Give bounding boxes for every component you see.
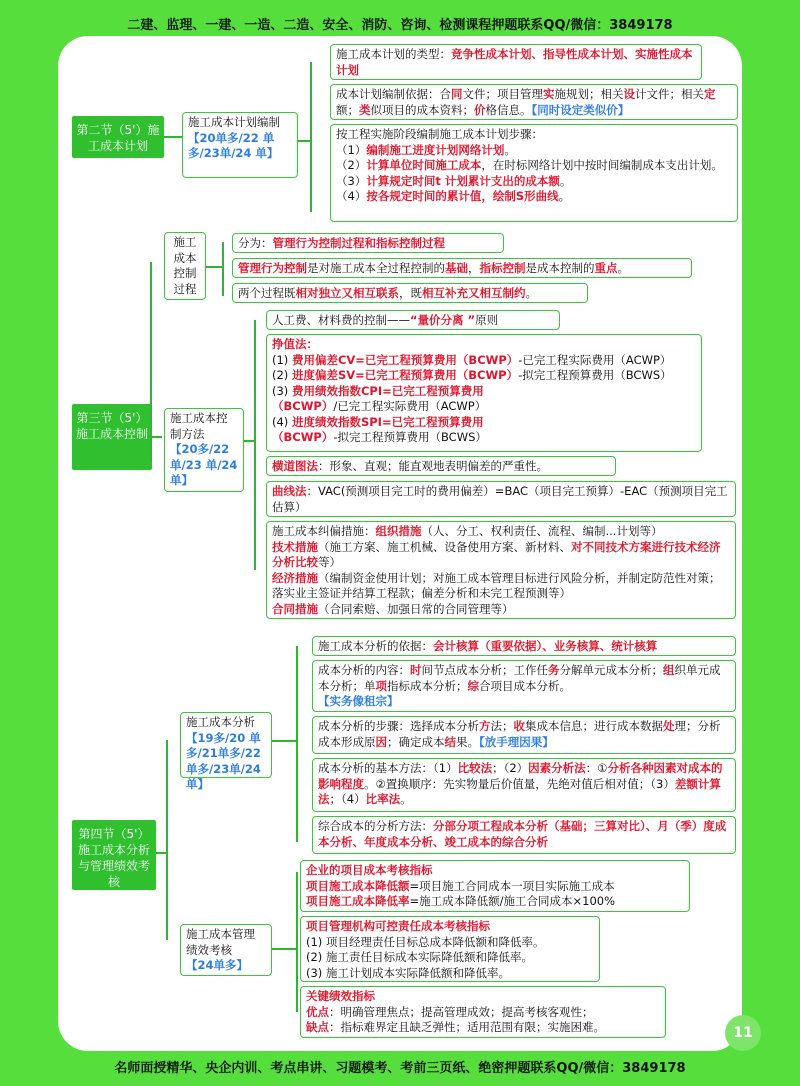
- text: 综: [467, 678, 479, 693]
- connector: [156, 852, 166, 854]
- text: 施工成本分析的依据：: [318, 639, 433, 653]
- text: 编制施工进度计划网络计划: [366, 142, 505, 157]
- text: (1) 项目经理责任目标总成本降低额和降低率。: [306, 934, 545, 949]
- text: 施工成本纠偏措施：: [272, 524, 376, 538]
- text: ，: [468, 261, 480, 275]
- text: =施工成本降低额/施工合同成本×100%: [409, 894, 616, 908]
- text: 经济措施: [272, 570, 318, 585]
- text: 会计核算（重要依据）、业务核算、统计核算: [433, 639, 658, 653]
- s3-earned-value: [266, 334, 702, 452]
- text: 计文件；相关: [635, 87, 704, 101]
- section-4-title: 第四节（5'）施工成本分析与管理绩效考核: [72, 820, 156, 890]
- text: ：明确管理焦点；提高管理成效；提高考核客观性；: [329, 1004, 594, 1019]
- text: 项目施工成本降低额: [306, 878, 410, 893]
- text: 似项目的成本资料；: [370, 102, 474, 117]
- text: 法；: [490, 719, 514, 733]
- text: 格信息。: [485, 102, 532, 117]
- text: 横道图法: [272, 459, 318, 473]
- text: ；（2）: [492, 761, 529, 775]
- text: 类: [359, 102, 371, 117]
- text: 实: [543, 87, 555, 101]
- text: 关键绩效指标: [306, 989, 375, 1003]
- text: 组: [663, 663, 675, 677]
- s4-analysis-topic: [180, 712, 272, 791]
- text: ：形象、直观；能直观地表明偏差的严重性。: [318, 459, 548, 473]
- indicator: [306, 879, 684, 895]
- connector: [298, 140, 310, 142]
- ev-item: [272, 353, 696, 369]
- text: (2): [272, 368, 289, 382]
- text: 综合成本的分析方法：: [318, 819, 433, 833]
- text: 指标成本分析；: [387, 678, 468, 693]
- text: “量价分离 ”: [410, 313, 476, 327]
- text: ；（4）: [329, 792, 366, 806]
- text: 进度绩效指数SPI=已完工程预算费用（BCWP）: [272, 414, 484, 444]
- s2-types-label: 施工成本计划的类型：: [336, 47, 451, 61]
- s4-enterprise-indicators: [300, 860, 690, 912]
- s4-analysis-composite: [312, 816, 736, 854]
- s3-process-topic: 施工成本控制过程: [164, 232, 206, 300]
- text: 织单元成本分析；单: [318, 663, 721, 693]
- text: 计算规定时间t 计划累计支出的成本额: [366, 173, 560, 188]
- text: 比较法: [457, 761, 493, 775]
- text: /已完工程实际费用（ACWP）: [333, 399, 487, 413]
- s4-analysis-steps: [312, 716, 736, 754]
- fix-item: [272, 524, 730, 540]
- s3-process-1: [232, 233, 504, 253]
- text: 文件；项目管理: [462, 87, 543, 101]
- text: (3): [272, 383, 289, 398]
- text: 费用绩效指数CPI=已完工程预算费用（BCWP）: [272, 383, 484, 413]
- footer-banner: 名师面授精华、央企内训、考点串讲、习题模考、考前三页纸、绝密押题联系QQ/微信：3849178: [114, 1061, 686, 1076]
- text: 技术措施: [272, 539, 318, 554]
- text: 相互补充又相互制约: [422, 286, 526, 300]
- text: 成本分析的内容：: [318, 663, 410, 677]
- connector: [152, 436, 162, 438]
- text: 因: [375, 734, 387, 749]
- text: （施工方案、施工机械、设备使用方案、新材料、: [318, 539, 571, 554]
- text: (3) 施工计划成本实际降低额和降低率。: [306, 965, 510, 980]
- text: 分为：: [238, 236, 273, 250]
- text: 施规划；相关: [554, 87, 624, 101]
- text: 。: [559, 173, 572, 188]
- text: 人工费、材料费的控制——: [272, 313, 410, 327]
- text: -拟完工程预算费用（BCWS）: [333, 430, 487, 444]
- text: 基础: [445, 261, 468, 275]
- indicator: [306, 894, 684, 910]
- text: (4): [272, 414, 289, 429]
- text: 。: [400, 792, 412, 806]
- s4-org-indicators: [300, 916, 600, 982]
- text: 费用偏差CV=已完工程预算费用（BCWP）: [291, 352, 519, 367]
- s2-steps-title: 按工程实施阶段编制施工成本计划步骤：: [336, 127, 543, 141]
- ev-item: [272, 384, 696, 415]
- text: 优点: [306, 1004, 329, 1019]
- connector: [164, 136, 182, 138]
- connector: [244, 440, 254, 442]
- text: 定: [704, 87, 716, 101]
- text: 原则: [475, 313, 499, 327]
- text: 管理行为控制: [238, 261, 307, 275]
- text: 分部分项工程成本分析（基础；三算对比）、月（季）度成本分析、年度成本分析、竣工成本的综合分析: [318, 819, 727, 849]
- text: 是对施工成本全过程控制的: [307, 261, 445, 275]
- text: 【放手理因果】: [479, 734, 554, 749]
- text: 收: [513, 719, 525, 733]
- s4-analysis-content: [312, 660, 736, 712]
- s3-method-1: [266, 310, 560, 330]
- text: （合同索赔、加强日常的合同管理等）: [318, 601, 514, 616]
- text: 施工成本管理绩效考核: [186, 927, 255, 957]
- text: 项目施工成本降低率: [306, 894, 410, 908]
- text: 果。: [456, 734, 479, 749]
- text: 指标控制: [479, 261, 526, 275]
- connector: [254, 320, 256, 570]
- text: 成本分析的步骤：选择成本分析: [318, 719, 479, 733]
- text: 。: [525, 286, 537, 300]
- text: 两个过程既: [238, 286, 296, 300]
- section-3-title: 第三节（5'）施工成本控制: [72, 404, 152, 470]
- text: 合项目成本分析。: [479, 678, 571, 693]
- text: 间节点成本分析；工作任: [421, 663, 548, 677]
- text: 【19多/20 单多/21单多/22 单多/23单/24 单】: [186, 730, 261, 791]
- connector: [150, 262, 152, 462]
- text: 相对独立又相互联系: [295, 286, 399, 300]
- s3-process-3: [232, 283, 588, 303]
- text: 【实务像租宗】: [318, 694, 399, 708]
- text: 成本计划编制依据：合: [336, 87, 451, 101]
- text: 额；: [336, 102, 359, 117]
- connector: [272, 740, 296, 742]
- kpi-item: [306, 1020, 660, 1036]
- text: （编制资金使用计划；对施工成本管理目标进行风险分析，并制定防范性对策；落实业主签证并结算工程款；偏差分析和未完工程预测等）: [272, 570, 721, 600]
- text: （2）: [336, 158, 367, 172]
- text: 项: [375, 678, 387, 693]
- text: 务: [548, 663, 560, 677]
- s2-types-value: 竞争性成本计划、指导性成本计划、实施性成本计划: [336, 47, 693, 77]
- text: -拟完工程预算费用（BCWS）: [518, 368, 672, 382]
- text: ：①: [585, 761, 608, 775]
- text: 。②置换顺序：先实物量后价值量，先绝对值后相对值；（3）: [364, 776, 675, 791]
- s4-analysis-methods: [312, 758, 736, 812]
- text: 理；分析成本形成原: [318, 719, 721, 749]
- text: -已完工程实际费用（ACWP）: [518, 352, 672, 367]
- text: 差额计算法: [318, 776, 721, 806]
- text: ，既: [399, 286, 422, 300]
- fix-item: [272, 571, 730, 602]
- text: 方: [479, 719, 491, 733]
- s2-types: [330, 44, 702, 80]
- s2-basis-tag: 【同时设定类似价】: [531, 102, 630, 117]
- text: 成本分析的基本方法：（1）: [318, 761, 458, 775]
- fix-item: [272, 540, 730, 571]
- s2-topic-tag: 【20单多/22 单多/23单/24 单】: [188, 130, 279, 160]
- text: 按各规定时间的累计值，绘制S形曲线: [366, 189, 559, 203]
- s2-basis: [330, 84, 738, 120]
- connector: [206, 266, 222, 268]
- text: =项目施工合同成本一项目实际施工成本: [409, 878, 615, 893]
- text: 缺点: [306, 1020, 329, 1034]
- text: 【20多/22单/23 单/24单】: [170, 442, 238, 487]
- text: 处: [663, 719, 675, 733]
- s2-topic: [182, 112, 298, 178]
- s2-step: [336, 189, 732, 205]
- text: 集成本信息；进行成本数据: [525, 719, 663, 733]
- text: 时: [410, 663, 422, 677]
- connector: [222, 242, 224, 296]
- page-number: 11: [725, 1015, 761, 1051]
- text: 因素分析法: [528, 761, 586, 775]
- text: 结: [444, 734, 456, 749]
- s3-process-2: [232, 258, 692, 278]
- text: 分析各种因素对成本的影响程度: [318, 761, 723, 791]
- s3-curve-method: [266, 481, 736, 517]
- text: 对不同技术方案进行技术经济分析比较: [272, 539, 721, 569]
- text: 施工成本控制方法: [170, 411, 228, 441]
- text: 。: [504, 142, 516, 157]
- text: 设: [623, 87, 635, 101]
- text: ：VAC(预测项目完工时的费用偏差）=BAC（项目完工预算）-EAC（预测项目完工估算）: [272, 484, 728, 514]
- s2-steps: [330, 124, 738, 222]
- s3-corrective: [266, 521, 736, 619]
- text: 价: [474, 102, 486, 117]
- s3-bar-method: [266, 456, 616, 476]
- s4-kpi: [300, 986, 666, 1038]
- text: ：指标难界定且缺乏弹性；适用范围有限；实施困难。: [329, 1020, 605, 1034]
- fix-item: [272, 602, 730, 618]
- text: 合同措施: [272, 601, 318, 616]
- section-2-title: 第二节（5'）施工成本计划: [72, 116, 164, 158]
- text: 施工成本分析: [186, 715, 255, 729]
- text: 同: [451, 87, 463, 101]
- connector: [272, 948, 296, 950]
- text: 组织措施: [375, 524, 422, 538]
- kpi-item: [306, 1005, 660, 1021]
- connector: [296, 646, 298, 842]
- text: 管理行为控制过程和指标控制过程: [272, 236, 445, 250]
- s2-step: [336, 143, 732, 159]
- s2-step: [336, 174, 732, 190]
- text: （人、分工、权利责任、流程、编制...计划等）: [421, 524, 663, 538]
- header-banner: 二建、监理、一建、一造、二造、安全、消防、咨询、检测课程押题联系QQ/微信：3849178: [127, 18, 673, 33]
- text: (1): [272, 352, 289, 367]
- text: 分解单元成本分析；: [559, 663, 663, 677]
- s4-analysis-basis: [312, 636, 736, 656]
- connector: [296, 872, 298, 1012]
- text: 是成本控制的: [525, 261, 595, 275]
- s4-evaluation-topic: [180, 924, 272, 976]
- text: ；确定成本: [387, 734, 445, 749]
- text: （3）: [336, 173, 367, 188]
- text: 进度偏差SV=已完工程预算费用（BCWP）: [291, 368, 519, 382]
- text: 项目管理机构可控责任成本考核指标: [306, 919, 490, 933]
- text: (2) 施工责任目标成本实际降低额和降低率。: [306, 950, 533, 964]
- s2-step: [336, 158, 732, 174]
- text: 。: [617, 261, 629, 275]
- ev-item: [272, 415, 696, 446]
- text: （4）: [336, 189, 367, 203]
- text: 计算单位时间施工成本: [366, 158, 482, 172]
- text: 曲线法: [272, 484, 307, 498]
- text: 【24单多】: [186, 958, 249, 972]
- text: 挣值法：: [272, 337, 318, 351]
- s3-method-topic: [164, 408, 244, 492]
- text: （1）: [336, 142, 367, 157]
- text: ，在时标网络计划中按时间编制成本支出计划。: [481, 158, 723, 172]
- text: 等）: [318, 555, 341, 569]
- text: 。: [558, 189, 571, 203]
- text: 比率法: [365, 792, 401, 806]
- text: 重点: [594, 261, 618, 275]
- s2-topic-label: 施工成本计划编制: [188, 115, 280, 129]
- text: 企业的项目成本考核指标: [306, 863, 433, 877]
- connector: [310, 62, 312, 212]
- connector: [166, 740, 168, 940]
- ev-item: [272, 368, 696, 384]
